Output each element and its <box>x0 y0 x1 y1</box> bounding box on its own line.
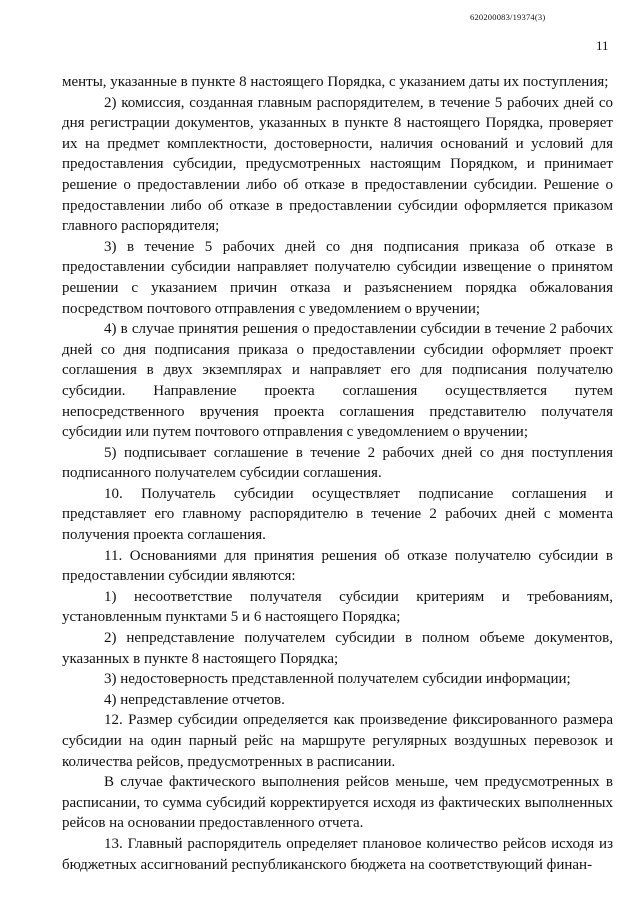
body-text <box>62 72 613 875</box>
paragraph: 2) непредставление получателем субсидии в полном объеме документов, указанных в пункте 8 настоящего Порядка; <box>62 630 613 667</box>
paragraph: 4) непредставление отчетов. <box>104 691 285 708</box>
paragraph: 2) комиссия, созданная главным распорядителем, в течение 5 рабочих дней со дня регистрации документов, указанных в пункте 8 настоящего Порядка, проверяет их на предмет комплектности, достоверности, наличия оснований и условий для предоставления субсидии, предусмотренных настоящим Порядком, и принимает решение о предоставлении либо об отказе в предоставлении субсидии. Решение о предоставлении либо об отказе в предоставлении субсидии оформляется приказом главного распорядителя; <box>62 94 613 235</box>
paragraph: менты, указанные в пункте 8 настоящего Порядка, с указанием даты их поступления; <box>62 74 609 90</box>
paragraph: 3) в течение 5 рабочих дней со дня подписания приказа об отказе в предоставлении субсидии направляет получателю субсидии извещение о принятом решении с указанием причин отказа и разъяснением порядка обжалования посредством почтового отправления с уведомлением о вручении; <box>62 238 613 317</box>
paragraph: 4) в случае принятия решения о предоставлении субсидии в течение 2 рабочих дней со дня подписания приказа о предоставлении субсидии оформляет проект соглашения в двух экземплярах и направляет его для подписания получателю субсидии. Направление проекта соглашения осуществляется путем непосредственного вручения проекта соглашения представителю получателя субсидии или путем почтового отправления с уведомлением о вручении; <box>62 321 613 441</box>
paragraph: 3) недостоверность представленной получателем субсидии информации; <box>104 671 571 688</box>
paragraph: 1) несоответствие получателя субсидии критериям и требованиям, установленным пунктами 5 и 6 настоящего Порядка; <box>62 588 613 626</box>
paragraph: 10. Получатель субсидии осуществляет подписание соглашения и представляет его главному распорядителю в течение 2 рабочих дней с момента получения проекта соглашения. <box>62 485 613 544</box>
paragraph: 13. Главный распорядитель определяет плановое количество рейсов исходя из бюджетных ассигнований республиканского бюджета на соответствующий финан- <box>62 835 613 873</box>
paragraph: В случае фактического выполнения рейсов меньше, чем предусмотренных в расписании, то сумма субсидий корректируется исходя из фактических выполненных рейсов на основании предоставленного отчета. <box>62 774 613 832</box>
paragraph: 12. Размер субсидии определяется как произведение фиксированного размера субсидии на один парный рейс на маршруте регулярных воздушных перевозок и количества рейсов, предусмотренных в расписании. <box>62 712 613 770</box>
page-number: 11 <box>596 38 609 53</box>
paragraph: 11. Основаниями для принятия решения об отказе получателю субсидии в предоставлении субсидии являются: <box>62 547 613 585</box>
document-id: 620200083/19374(3) <box>470 12 546 22</box>
paragraph: 5) подписывает соглашение в течение 2 рабочих дней со дня поступления подписанного получателем субсидии соглашения. <box>62 444 613 482</box>
